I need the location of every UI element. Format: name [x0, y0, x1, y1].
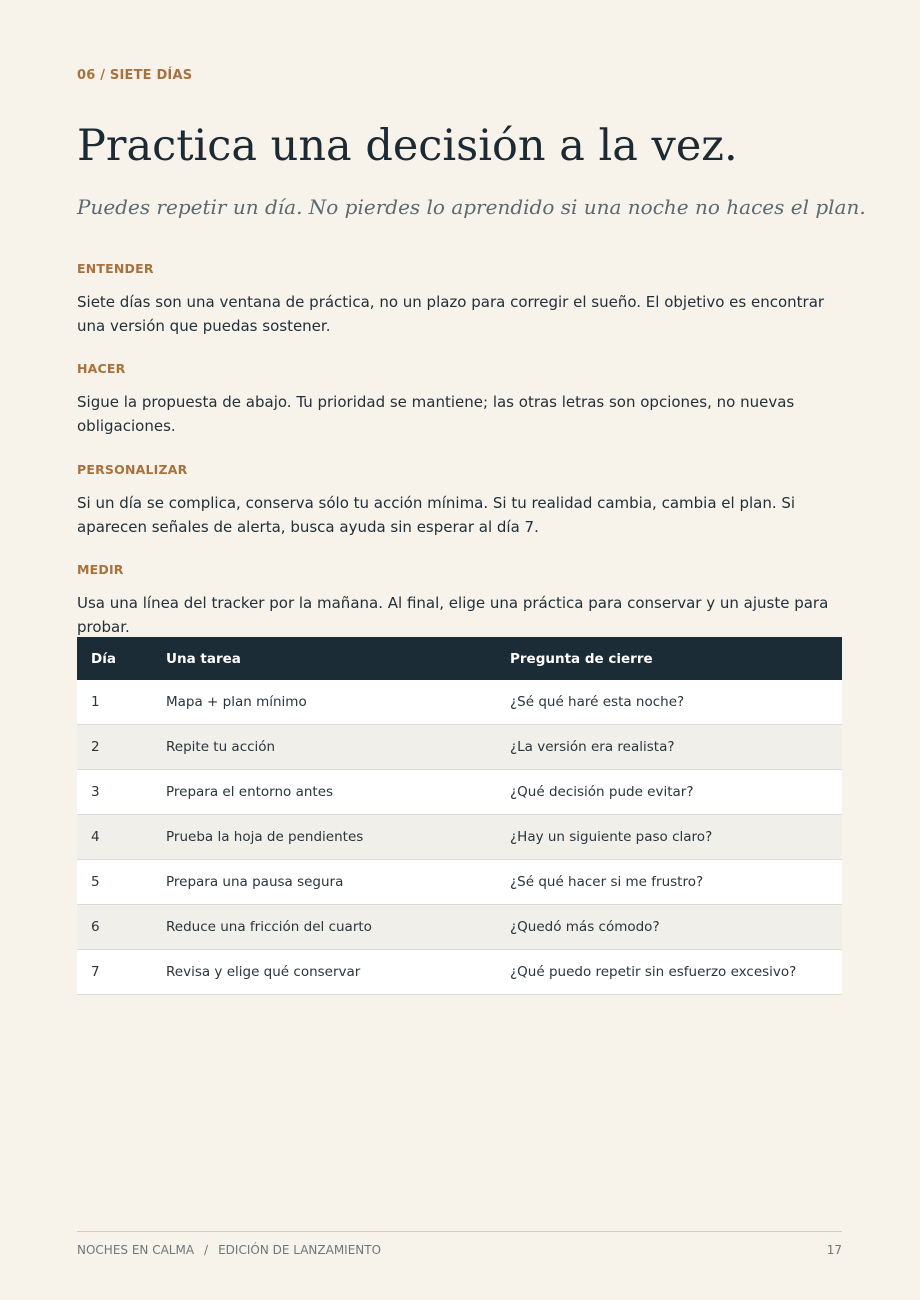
table-header-row — [77, 637, 842, 680]
chapter-kicker: 06 / SIETE DÍAS — [77, 68, 193, 83]
footer-running-head — [77, 1243, 381, 1257]
section-medir — [77, 561, 842, 639]
section-text: Siete días son una ventana de práctica, no un plazo para corregir el sueño. El objetivo es encontrar una versión que puedas sostener. — [77, 293, 825, 335]
section-personalizar — [77, 461, 842, 539]
table-row — [77, 680, 842, 725]
cell-question: ¿Sé qué hacer si me frustro? — [496, 860, 842, 905]
cell-task: Prepara el entorno antes — [152, 770, 496, 815]
column-header-task: Una tarea — [152, 637, 496, 680]
cell-task: Revisa y elige qué conservar — [152, 950, 496, 995]
cell-day: 4 — [77, 815, 152, 860]
cell-day: 6 — [77, 905, 152, 950]
page-title: Practica una decisión a la vez. — [77, 121, 738, 171]
cell-day: 2 — [77, 725, 152, 770]
cell-day: 1 — [77, 680, 152, 725]
table-row — [77, 860, 842, 905]
cell-question: ¿La versión era realista? — [496, 725, 842, 770]
page-number: 17 — [826, 1243, 842, 1257]
footer-separator: / — [204, 1243, 209, 1257]
section-text: Usa una línea del tracker por la mañana. Al final, elige una práctica para conservar y un ajuste para probar. — [77, 594, 829, 636]
section-label: MEDIR — [77, 562, 124, 577]
column-header-question: Pregunta de cierre — [496, 637, 842, 680]
cell-task: Mapa + plan mínimo — [152, 680, 496, 725]
footer-divider — [77, 1231, 842, 1232]
cell-day: 7 — [77, 950, 152, 995]
page-subtitle: Puedes repetir un día. No pierdes lo aprendido si una noche no haces el plan. — [77, 195, 866, 219]
section-text: Sigue la propuesta de abajo. Tu prioridad se mantiene; las otras letras son opciones, no nuevas obligaciones. — [77, 393, 795, 435]
cell-question: ¿Qué puedo repetir sin esfuerzo excesivo? — [496, 950, 842, 995]
cell-question: ¿Sé qué haré esta noche? — [496, 680, 842, 725]
section-text: Si un día se complica, conserva sólo tu acción mínima. Si tu realidad cambia, cambia el plan. Si aparecen señales de alerta, busca ayuda sin esperar al día 7. — [77, 494, 796, 536]
section-label: HACER — [77, 361, 126, 376]
section-hacer — [77, 360, 842, 438]
footer-book-title: NOCHES EN CALMA — [77, 1243, 195, 1257]
cell-task: Prepara una pausa segura — [152, 860, 496, 905]
cell-question: ¿Qué decisión pude evitar? — [496, 770, 842, 815]
cell-question: ¿Quedó más cómodo? — [496, 905, 842, 950]
column-header-day: Día — [77, 637, 152, 680]
cell-task: Repite tu acción — [152, 725, 496, 770]
section-label: PERSONALIZAR — [77, 462, 188, 477]
cell-day: 5 — [77, 860, 152, 905]
table-row — [77, 905, 842, 950]
table-row — [77, 815, 842, 860]
page-footer — [77, 1243, 842, 1257]
footer-edition: EDICIÓN DE LANZAMIENTO — [218, 1243, 382, 1257]
document-page — [77, 0, 866, 1300]
cell-task: Prueba la hoja de pendientes — [152, 815, 496, 860]
cell-day: 3 — [77, 770, 152, 815]
seven-day-table — [77, 637, 842, 995]
table-row — [77, 725, 842, 770]
cell-task: Reduce una fricción del cuarto — [152, 905, 496, 950]
table-row — [77, 770, 842, 815]
cell-question: ¿Hay un siguiente paso claro? — [496, 815, 842, 860]
section-entender — [77, 260, 842, 338]
section-label: ENTENDER — [77, 261, 154, 276]
table-row — [77, 950, 842, 995]
